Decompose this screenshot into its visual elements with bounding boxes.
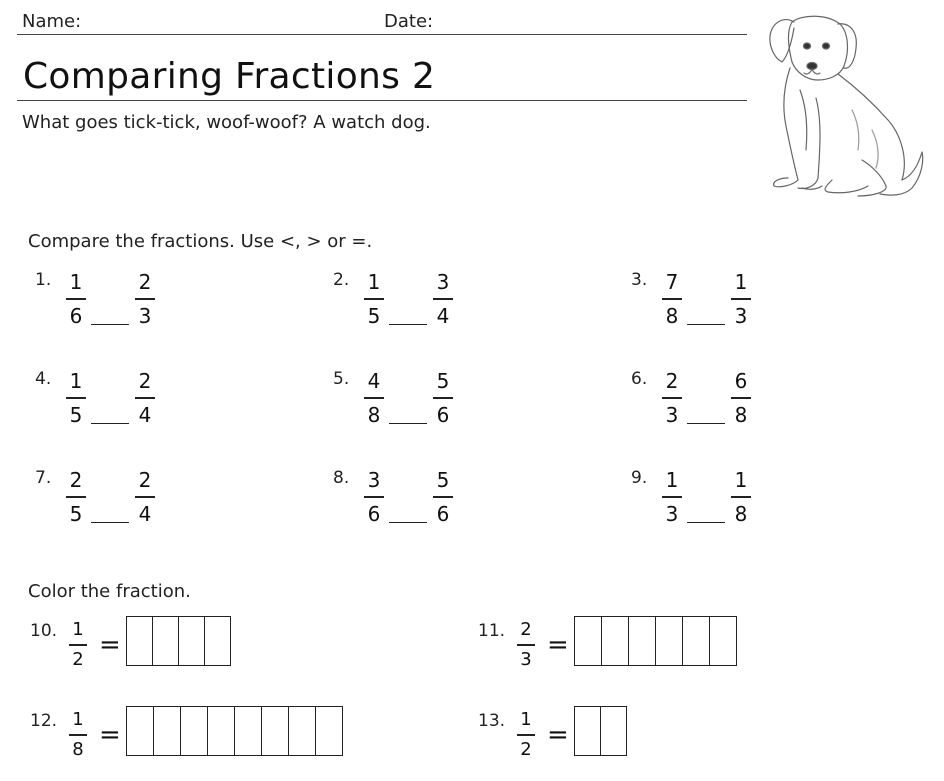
name-date-line [17, 34, 747, 35]
dog-illustration [762, 10, 932, 205]
fraction-left: 1 3 [661, 466, 683, 528]
equals-sign: = [99, 720, 121, 750]
fraction-left: 2 5 [65, 466, 87, 528]
fraction-left: 7 8 [661, 268, 683, 330]
answer-blank[interactable] [687, 522, 725, 523]
answer-blank[interactable] [389, 324, 427, 325]
problem-number: 13. [478, 711, 506, 731]
fraction-left: 3 6 [363, 466, 385, 528]
fraction: 2 3 [516, 618, 536, 672]
box-cell[interactable] [710, 617, 737, 665]
box-cell[interactable] [629, 617, 656, 665]
answer-blank[interactable] [91, 522, 129, 523]
box-cell[interactable] [181, 707, 208, 755]
box-cell[interactable] [289, 707, 316, 755]
fraction: 1 8 [68, 708, 88, 762]
problem-number: 10. [30, 621, 58, 641]
fraction-boxes[interactable] [574, 616, 737, 666]
page-title: Comparing Fractions 2 [23, 56, 436, 97]
answer-blank[interactable] [687, 423, 725, 424]
problem-number: 9. [631, 468, 648, 488]
color-instruction: Color the fraction. [28, 581, 191, 602]
fraction-boxes[interactable] [126, 706, 343, 756]
fraction-left: 4 8 [363, 367, 385, 429]
date-label: Date: [384, 11, 434, 32]
problem-number: 3. [631, 270, 648, 290]
compare-instruction: Compare the fractions. Use <, > or =. [28, 231, 373, 252]
fraction: 1 2 [68, 618, 88, 672]
fraction-right: 1 3 [730, 268, 752, 330]
equals-sign: = [547, 630, 569, 660]
answer-blank[interactable] [389, 423, 427, 424]
box-cell[interactable] [205, 617, 231, 665]
title-underline [17, 100, 747, 101]
fraction-right: 2 3 [134, 268, 156, 330]
fraction-right: 6 8 [730, 367, 752, 429]
box-cell[interactable] [127, 707, 154, 755]
box-cell[interactable] [235, 707, 262, 755]
fraction-right: 5 6 [432, 466, 454, 528]
problem-number: 12. [30, 711, 58, 731]
fraction-right: 3 4 [432, 268, 454, 330]
fraction-right: 1 8 [730, 466, 752, 528]
fraction-left: 2 3 [661, 367, 683, 429]
fraction: 1 2 [516, 708, 536, 762]
equals-sign: = [547, 720, 569, 750]
problem-number: 2. [333, 270, 350, 290]
box-cell[interactable] [153, 617, 179, 665]
problem-number: 4. [35, 369, 52, 389]
fraction-right: 5 6 [432, 367, 454, 429]
fraction-right: 2 4 [134, 466, 156, 528]
fraction-left: 1 5 [363, 268, 385, 330]
page-subtitle: What goes tick-tick, woof-woof? A watch dog. [22, 112, 431, 133]
answer-blank[interactable] [389, 522, 427, 523]
box-cell[interactable] [262, 707, 289, 755]
fraction-boxes[interactable] [574, 706, 627, 756]
equals-sign: = [99, 630, 121, 660]
box-cell[interactable] [575, 707, 601, 755]
box-cell[interactable] [683, 617, 710, 665]
problem-number: 7. [35, 468, 52, 488]
box-cell[interactable] [602, 617, 629, 665]
fraction-right: 2 4 [134, 367, 156, 429]
problem-number: 6. [631, 369, 648, 389]
fraction-left: 1 6 [65, 268, 87, 330]
box-cell[interactable] [179, 617, 205, 665]
fraction-left: 1 5 [65, 367, 87, 429]
answer-blank[interactable] [91, 324, 129, 325]
box-cell[interactable] [316, 707, 343, 755]
answer-blank[interactable] [91, 423, 129, 424]
answer-blank[interactable] [687, 324, 725, 325]
box-cell[interactable] [208, 707, 235, 755]
name-label: Name: [22, 11, 82, 32]
box-cell[interactable] [575, 617, 602, 665]
problem-number: 8. [333, 468, 350, 488]
box-cell[interactable] [656, 617, 683, 665]
problem-number: 5. [333, 369, 350, 389]
problem-number: 11. [478, 621, 506, 641]
box-cell[interactable] [127, 617, 153, 665]
box-cell[interactable] [601, 707, 627, 755]
fraction-boxes[interactable] [126, 616, 231, 666]
problem-number: 1. [35, 270, 52, 290]
box-cell[interactable] [154, 707, 181, 755]
